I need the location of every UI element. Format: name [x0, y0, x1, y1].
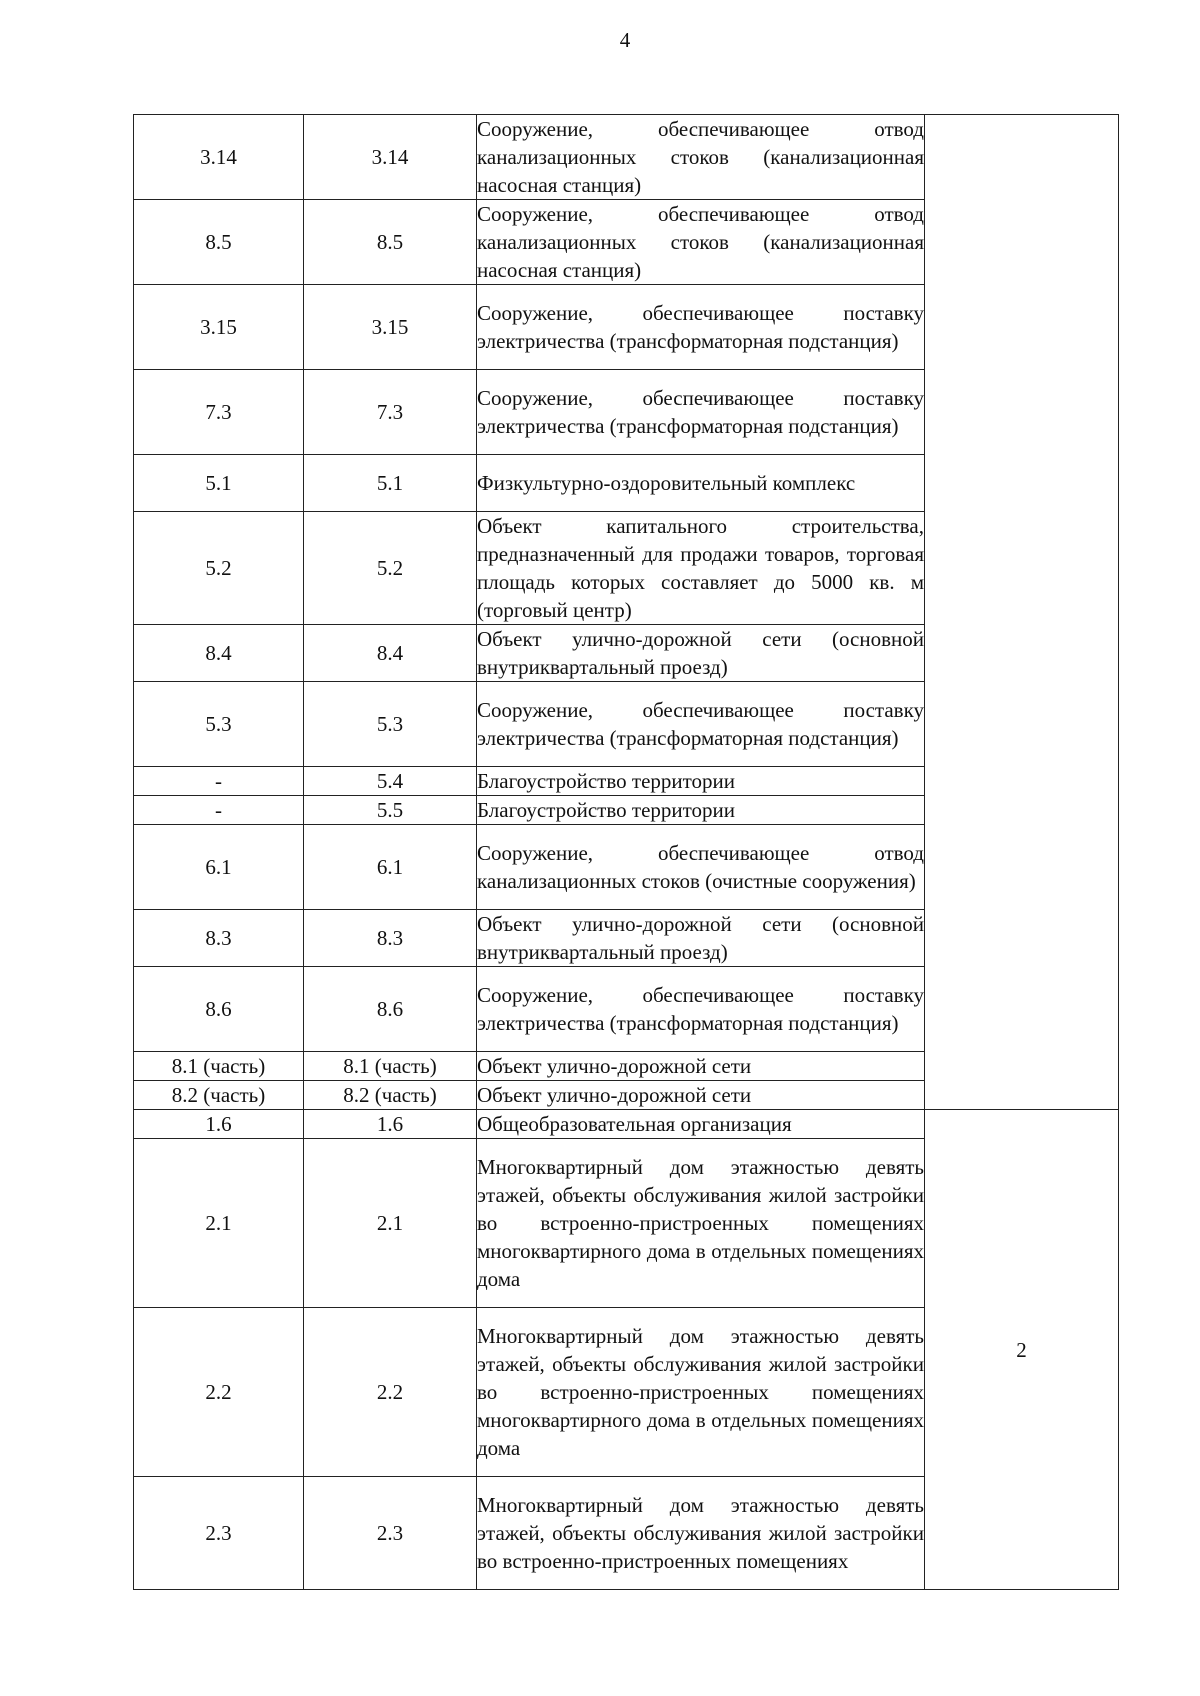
cell-number-new: 3.15: [304, 285, 477, 370]
cell-number-new: 8.4: [304, 625, 477, 682]
cell-number-new: 1.6: [304, 1110, 477, 1139]
cell-number-new: 8.6: [304, 967, 477, 1052]
table-row: [134, 115, 1119, 200]
cell-number-new: 8.1 (часть): [304, 1052, 477, 1081]
cell-description: Объект улично-дорожной сети (основной внутриквартальный проезд): [477, 910, 925, 967]
page-number: 4: [619, 28, 631, 52]
cell-number-new: 8.2 (часть): [304, 1081, 477, 1110]
cell-number-old: 3.14: [134, 115, 304, 200]
cell-number-old: 2.3: [134, 1477, 304, 1590]
cell-number-new: 5.5: [304, 796, 477, 825]
document-table: [133, 114, 1119, 1590]
cell-number-old: 8.4: [134, 625, 304, 682]
cell-number-new: 5.2: [304, 512, 477, 625]
cell-description: Благоустройство территории: [477, 796, 925, 825]
cell-description: Сооружение, обеспечивающее поставку электричества (трансформаторная подстанция): [477, 370, 925, 455]
cell-number-new: 5.4: [304, 767, 477, 796]
cell-description: Многоквартирный дом этажностью девять этажей, объекты обслуживания жилой застройки во встроенно-пристроенных помещениях: [477, 1477, 925, 1590]
cell-number-new: 6.1: [304, 825, 477, 910]
cell-description: Сооружение, обеспечивающее отвод канализационных стоков (канализационная насосная станция): [477, 115, 925, 200]
cell-number-old: 5.3: [134, 682, 304, 767]
cell-number-new: 5.1: [304, 455, 477, 512]
cell-description: Сооружение, обеспечивающее поставку электричества (трансформаторная подстанция): [477, 682, 925, 767]
cell-description: Физкультурно-оздоровительный комплекс: [477, 455, 925, 512]
cell-number-old: 8.6: [134, 967, 304, 1052]
cell-number-old: 8.2 (часть): [134, 1081, 304, 1110]
cell-description: Объект улично-дорожной сети: [477, 1081, 925, 1110]
cell-description: Объект капитального строительства, предназначенный для продажи товаров, торговая площадь которых составляет до 5000 кв. м (торговый центр): [477, 512, 925, 625]
cell-description: Многоквартирный дом этажностью девять этажей, объекты обслуживания жилой застройки во встроенно-пристроенных помещениях многоквартирного дома в отдельных помещениях дома: [477, 1308, 925, 1477]
cell-number-new: 3.14: [304, 115, 477, 200]
cell-number-new: 2.3: [304, 1477, 477, 1590]
cell-number-old: 6.1: [134, 825, 304, 910]
cell-group-label: 2: [925, 1110, 1119, 1590]
cell-number-old: 2.2: [134, 1308, 304, 1477]
cell-description: Сооружение, обеспечивающее отвод канализационных стоков (очистные сооружения): [477, 825, 925, 910]
cell-description: Многоквартирный дом этажностью девять этажей, объекты обслуживания жилой застройки во встроенно-пристроенных помещениях многоквартирного дома в отдельных помещениях дома: [477, 1139, 925, 1308]
cell-number-new: 5.3: [304, 682, 477, 767]
table-row: [134, 1110, 1119, 1139]
cell-number-new: 8.5: [304, 200, 477, 285]
cell-number-old: -: [134, 767, 304, 796]
cell-number-old: 3.15: [134, 285, 304, 370]
cell-number-old: 1.6: [134, 1110, 304, 1139]
cell-group-empty: [925, 115, 1119, 1110]
cell-number-old: 5.2: [134, 512, 304, 625]
cell-description: Объект улично-дорожной сети (основной внутриквартальный проезд): [477, 625, 925, 682]
cell-number-old: 7.3: [134, 370, 304, 455]
cell-description: Общеобразовательная организация: [477, 1110, 925, 1139]
cell-number-old: -: [134, 796, 304, 825]
cell-number-old: 8.1 (часть): [134, 1052, 304, 1081]
cell-description: Сооружение, обеспечивающее поставку электричества (трансформаторная подстанция): [477, 967, 925, 1052]
cell-description: Сооружение, обеспечивающее поставку электричества (трансформаторная подстанция): [477, 285, 925, 370]
cell-description: Благоустройство территории: [477, 767, 925, 796]
cell-number-old: 8.5: [134, 200, 304, 285]
cell-number-old: 2.1: [134, 1139, 304, 1308]
cell-description: Объект улично-дорожной сети: [477, 1052, 925, 1081]
cell-number-new: 8.3: [304, 910, 477, 967]
cell-number-new: 7.3: [304, 370, 477, 455]
cell-number-new: 2.2: [304, 1308, 477, 1477]
cell-description: Сооружение, обеспечивающее отвод канализационных стоков (канализационная насосная станция): [477, 200, 925, 285]
cell-number-new: 2.1: [304, 1139, 477, 1308]
cell-number-old: 8.3: [134, 910, 304, 967]
cell-number-old: 5.1: [134, 455, 304, 512]
